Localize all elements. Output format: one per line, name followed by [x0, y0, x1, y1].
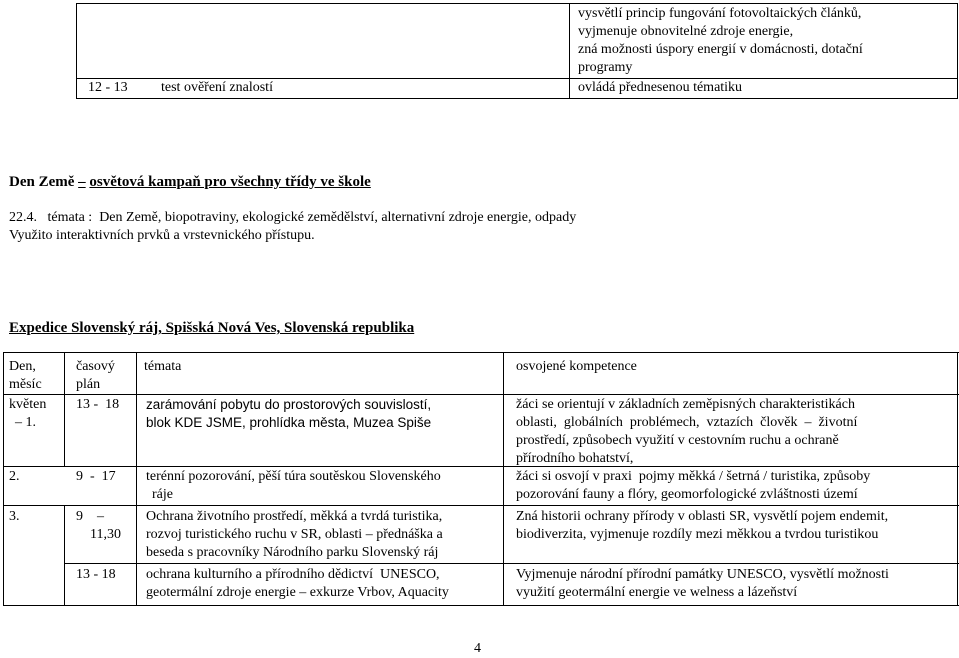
heading-part: Den Země [9, 174, 75, 190]
row4-time: 13 - 18 [76, 567, 116, 582]
row2-competence [516, 468, 954, 504]
text-line: – 1. [15, 415, 36, 430]
table-border [3, 505, 959, 506]
row1-day [9, 396, 46, 432]
header-competences: osvojené kompetence [516, 359, 637, 374]
text-line: využití geotermální energie ve welness a lázeňství [516, 585, 798, 600]
text-line: Zná historii ochrany přírody v oblasti SR, vysvětlí pojem endemit, [516, 509, 889, 524]
text-line: ochrana kulturního a přírodního dědictví UNESCO, [146, 567, 440, 582]
header-day-month [9, 358, 42, 394]
text-line: zarámování pobytu do prostorových souvislostí, [146, 397, 432, 412]
header-time-plan [76, 358, 115, 394]
top-row2-topic: test ověření znalostí [161, 80, 273, 95]
table-border [3, 352, 4, 606]
text-line: ráje [152, 487, 173, 502]
top-table-border [76, 3, 77, 99]
den-zeme-note-line: Využito interaktivních prvků a vrstevnického přístupu. [9, 228, 315, 243]
top-competence-row1 [578, 5, 954, 77]
row3-time [76, 508, 121, 544]
table-border [64, 352, 65, 466]
text-line: přírodního bohatství, [516, 451, 634, 466]
text-line: květen [9, 397, 47, 412]
top-table-border [76, 98, 958, 99]
row2-day: 2. [9, 469, 20, 484]
text-line: oblasti, globálních problémech, vztazích člověk – životní [516, 415, 858, 430]
top-row2-hours: 12 - 13 [88, 80, 128, 95]
table-border [3, 605, 959, 606]
heading-dash: – [78, 174, 86, 190]
row1-time: 13 - 18 [76, 397, 120, 412]
text-line: časový [76, 359, 115, 374]
row3-competence [516, 508, 954, 544]
table-border [3, 394, 959, 395]
heading-part: osvětová kampaň pro všechny třídy ve škole [89, 174, 371, 190]
text-line: prostředí, způsobech využití v cestovním ruchu a ochraně [516, 433, 839, 448]
text-line: 9 – [76, 509, 104, 524]
text-line: rozvoj turistického ruchu v SR, oblasti – přednáška a [146, 527, 443, 542]
text-line: plán [76, 377, 101, 392]
row4-topic [146, 566, 498, 602]
text-line: Vyjmenuje národní přírodní památky UNESCO, vysvětlí možnosti [516, 567, 889, 582]
text-line: geotermální zdroje energie – exkurze Vrbov, Aquacity [146, 585, 449, 600]
top-table-border [569, 3, 570, 99]
table-border [64, 505, 65, 606]
expedice-heading: Expedice Slovenský ráj, Spišská Nová Ves, Slovenská republika [9, 320, 415, 336]
row4-competence [516, 566, 954, 602]
text-line: pozorování fauny a flóry, geomorfologické zvláštnosti území [516, 487, 858, 502]
text-line: žáci se orientují v základních zeměpisných charakteristikách [516, 397, 855, 412]
text-line: beseda s pracovníky Národního parku Slovenský ráj [146, 545, 439, 560]
text-line: 11,30 [90, 527, 121, 542]
text-line: Ochrana životního prostředí, měkká a tvrdá turistika, [146, 509, 443, 524]
text-line: vysvětlí princip fungování fotovoltaických článků, [578, 6, 862, 21]
row3-day: 3. [9, 509, 20, 524]
text-line: žáci si osvojí v praxi pojmy měkká / šetrná / turistika, způsoby [516, 469, 871, 484]
page-number: 4 [474, 641, 481, 656]
table-border [136, 352, 137, 606]
row3-topic [146, 508, 498, 562]
text-line: Den, [9, 359, 36, 374]
row2-time: 9 - 17 [76, 469, 116, 484]
table-border [503, 352, 504, 606]
top-table-border [957, 3, 958, 99]
table-border [64, 563, 959, 564]
text-line: měsíc [9, 377, 42, 392]
text-line: vyjmenuje obnovitelné zdroje energie, [578, 24, 794, 39]
den-zeme-heading [9, 173, 371, 191]
table-border [3, 352, 959, 353]
text-line: terénní pozorování, pěší túra soutěskou Slovenského [146, 469, 441, 484]
den-zeme-date-line: 22.4. témata : Den Země, biopotraviny, ekologické zemědělství, alternativní zdroje energie, odpady [9, 210, 577, 225]
row1-competence [516, 396, 954, 468]
table-border [957, 352, 958, 606]
text-line: blok KDE JSME, prohlídka města, Muzea Spiše [146, 415, 432, 430]
header-topics: témata [144, 359, 182, 374]
row2-topic [146, 468, 498, 504]
top-row2-competence: ovládá přednesenou tématiku [578, 80, 743, 95]
row1-topic [146, 396, 498, 432]
text-line: zná možnosti úspory energií v domácnosti, dotační [578, 42, 863, 57]
text-line: biodiverzita, vyjmenuje rozdíly mezi měkkou a tvrdou turistikou [516, 527, 879, 542]
text-line: programy [578, 60, 633, 75]
top-table-border [76, 3, 958, 4]
